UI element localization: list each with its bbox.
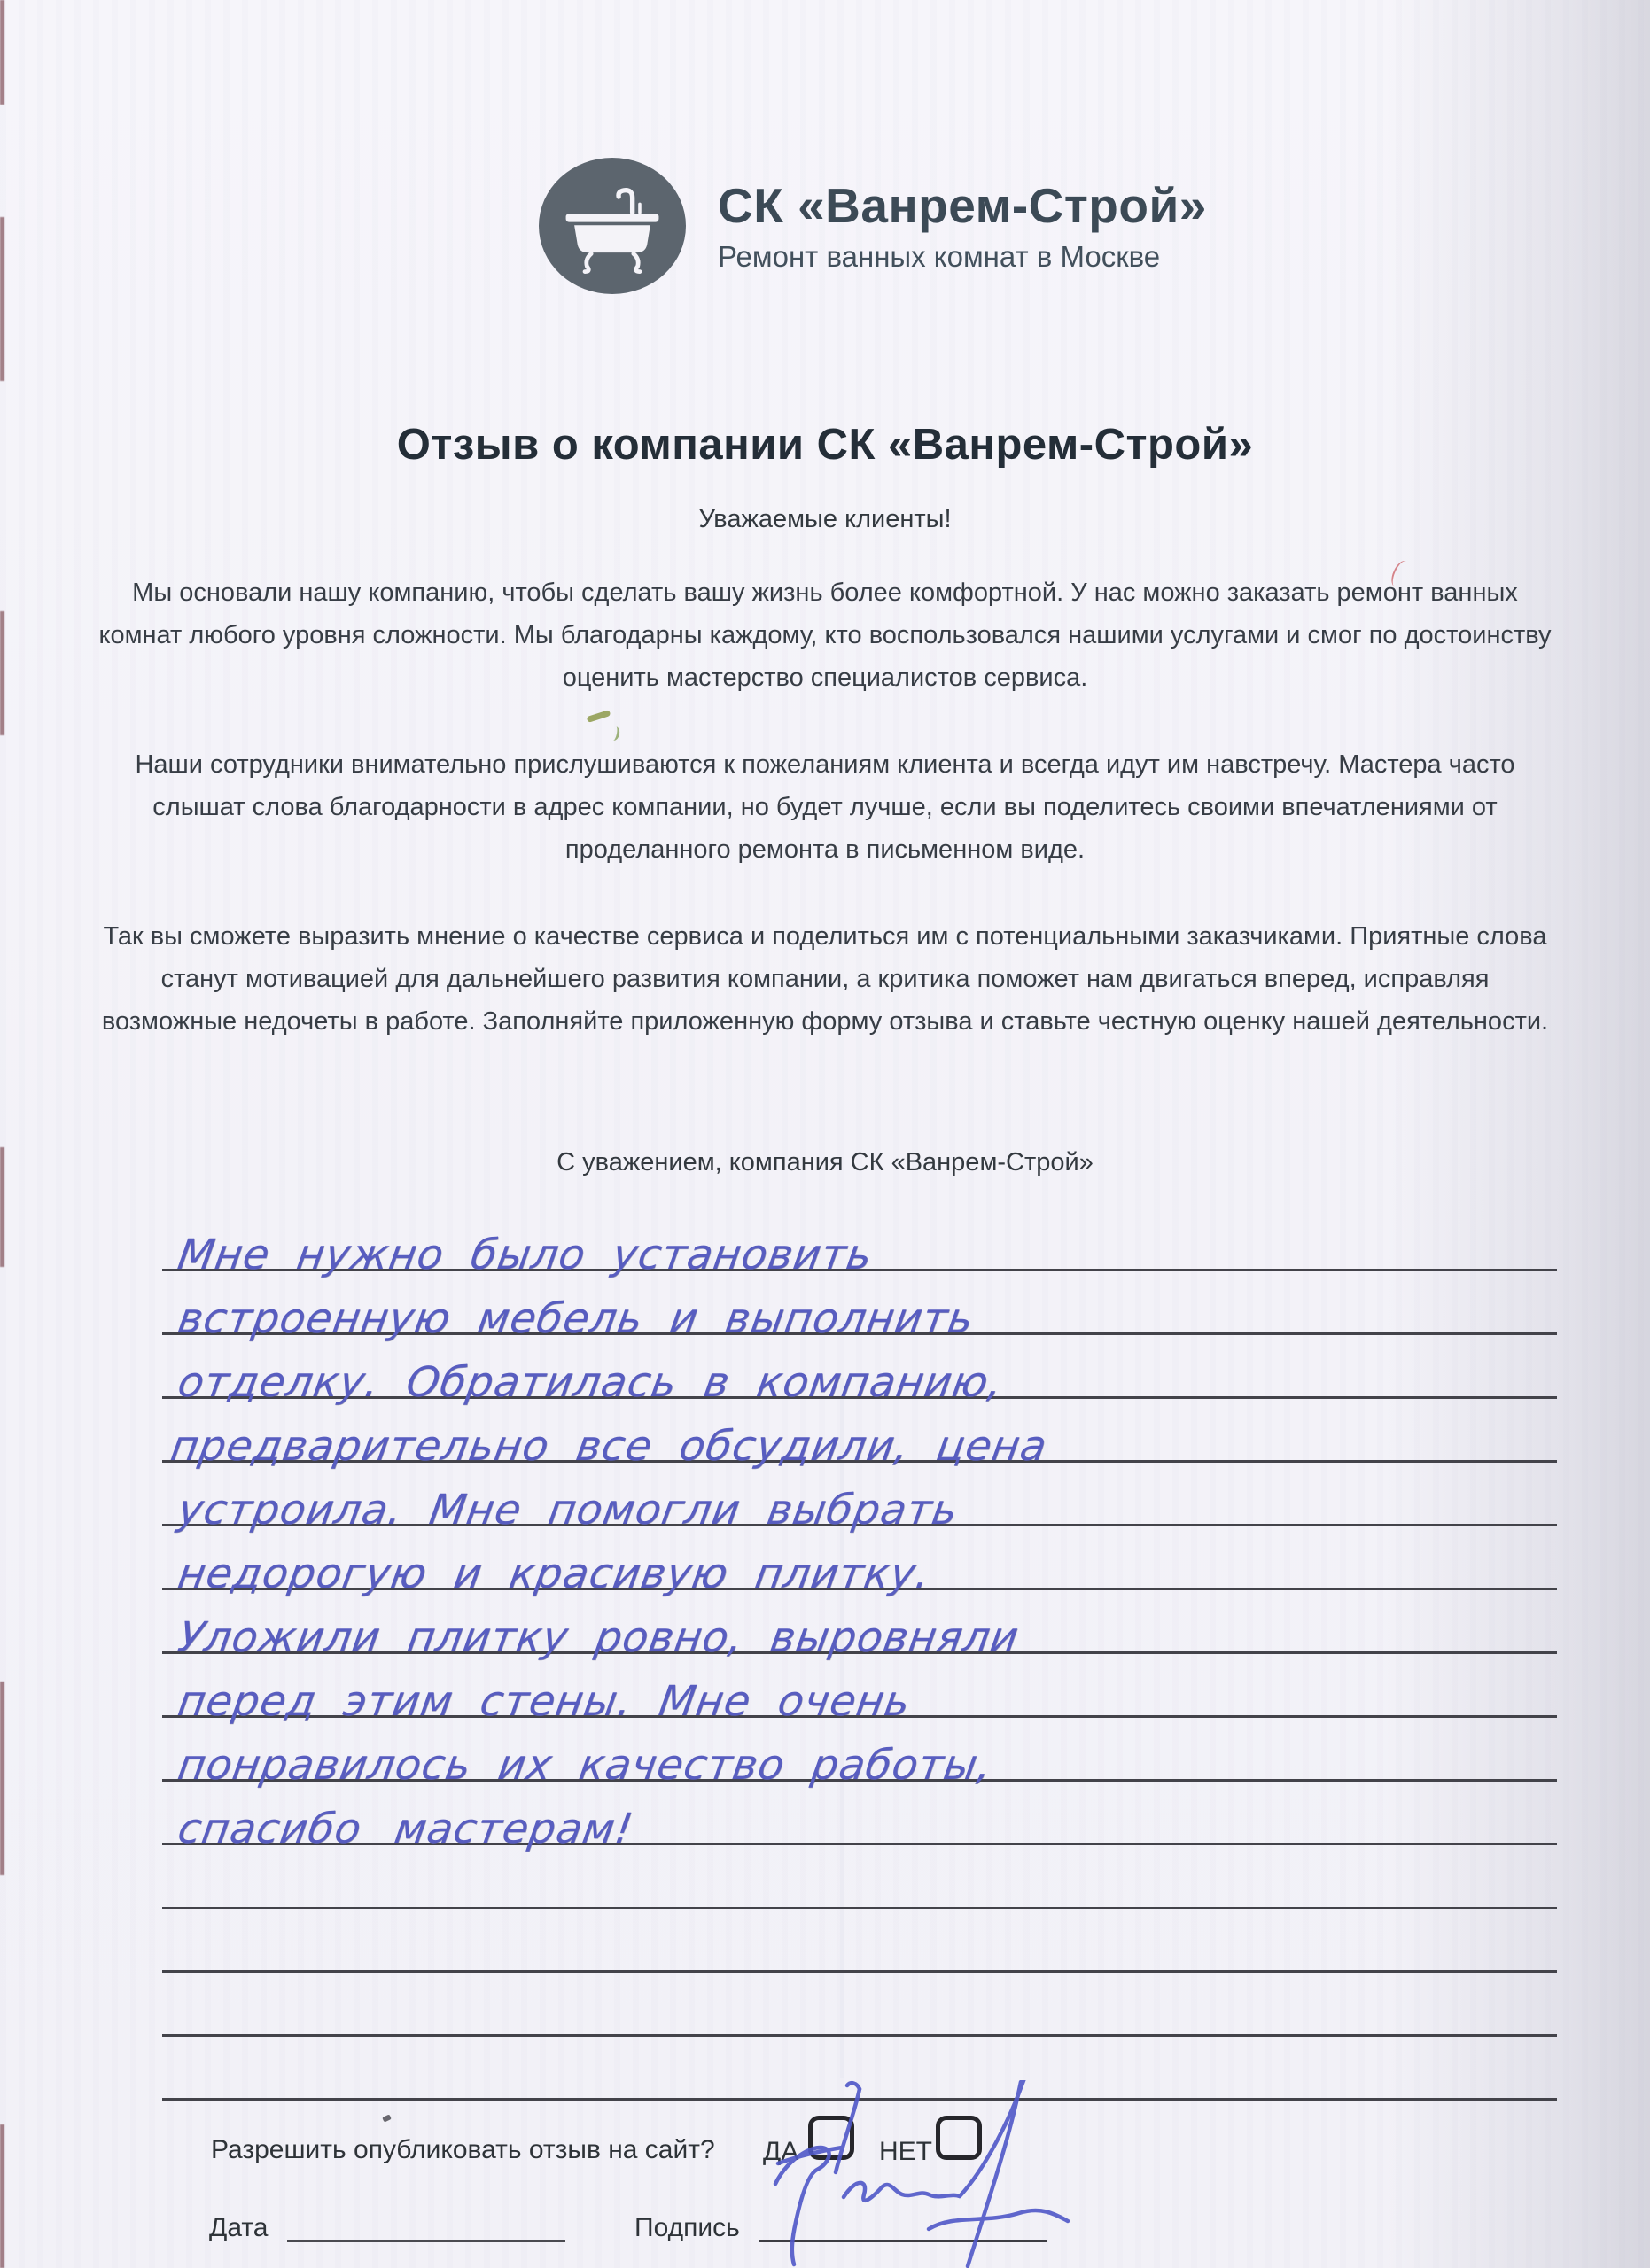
scan-artifact: [0, 0, 4, 105]
handwritten-text: понравилось их качество работы,: [175, 1741, 996, 1790]
handwritten-text: перед этим стены. Мне очень: [175, 1677, 915, 1726]
review-line[interactable]: [162, 1526, 1557, 1598]
publish-consent-question: Разрешить опубликовать отзыв на сайт?: [211, 2135, 715, 2164]
signature-label: Подпись: [634, 2213, 740, 2242]
review-line[interactable]: [162, 1463, 1557, 1534]
company-logo: [539, 158, 1207, 294]
intro-paragraph-1: Мы основали нашу компанию, чтобы сделать вашу жизнь более комфортной. У нас можно заказать ремонт ванных комнат любого уровня сложности. Мы благодарны каждому, кто воспользовался нашими услугами и смог по достоинству оценить мастерство специалистов сервиса.: [98, 579, 1552, 692]
review-line-empty[interactable]: [162, 2037, 1557, 2101]
handwritten-text: недорогую и красивую плитку.: [175, 1550, 934, 1598]
handwritten-text: встроенную мебель и выполнить: [175, 1294, 978, 1343]
intro-paragraph-3: Так вы сможете выразить мнение о качестве сервиса и поделиться им с потенциальными заказчиками. Приятные слова станут мотивацией для дальнейшего развития компании, а критика поможет нам двигаться вперед, исправляя возможные недочеты в работе. Заполняйте приложенную форму отзыва и ставьте честную оценку нашей деятельности.: [101, 922, 1549, 1036]
review-line[interactable]: [162, 1399, 1557, 1471]
review-line[interactable]: [162, 1208, 1557, 1279]
logo-circle: [539, 158, 686, 294]
company-tagline: Ремонт ванных комнат в Москве: [718, 240, 1161, 273]
review-line-empty[interactable]: [162, 1845, 1557, 1909]
document-title: Отзыв о компании СК «Ванрем-Строй»: [396, 421, 1254, 469]
review-line-empty[interactable]: [162, 1973, 1557, 2037]
handwritten-text: предварительно все обсудили, цена: [167, 1422, 1051, 1471]
review-line[interactable]: [162, 1271, 1557, 1343]
handwritten-text: спасибо мастерам!: [175, 1805, 637, 1853]
review-writing-area[interactable]: [162, 1208, 1557, 2101]
scan-artifact: [0, 2124, 4, 2268]
review-line-empty[interactable]: [162, 1909, 1557, 1973]
review-line[interactable]: [162, 1718, 1557, 1790]
date-label: Дата: [209, 2213, 269, 2242]
stray-pen-mark: [587, 710, 611, 723]
review-line[interactable]: [162, 1335, 1557, 1407]
company-name: СК «Ванрем-Строй»: [718, 178, 1207, 233]
intro-paragraph-2: Наши сотрудники внимательно прислушиваются к пожеланиям клиента и всегда идут им навстречу. Мастера часто слышат слова благодарности в адрес компании, но будет лучше, если вы поделитесь своими впечатлениями от проделанного ремонта в письменном виде.: [135, 750, 1515, 864]
stray-pen-mark: [382, 2114, 392, 2122]
bathtub-icon: [559, 175, 665, 278]
scan-artifact: [0, 1147, 4, 1267]
stray-pen-mark: [608, 726, 620, 742]
no-checkbox[interactable]: [936, 2116, 982, 2160]
greeting: Уважаемые клиенты!: [698, 505, 952, 533]
closing-line: С уважением, компания СК «Ванрем-Строй»: [556, 1148, 1094, 1177]
yes-label: ДА: [763, 2137, 799, 2166]
no-label: НЕТ: [879, 2137, 932, 2166]
handwritten-text: отделку. Обратилась в компанию,: [175, 1358, 1007, 1407]
review-line[interactable]: [162, 1590, 1557, 1662]
yes-checkbox[interactable]: [808, 2116, 854, 2160]
scan-artifact: [0, 611, 4, 735]
signature-field[interactable]: [759, 2240, 1047, 2242]
handwritten-text: Уложили плитку ровно, выровняли: [175, 1613, 1023, 1662]
review-line[interactable]: [162, 1654, 1557, 1726]
scan-artifact: [0, 1682, 4, 1875]
date-field[interactable]: [287, 2240, 565, 2242]
handwritten-text: устроила. Мне помогли выбрать: [175, 1486, 962, 1534]
review-line[interactable]: [162, 1782, 1557, 1853]
handwritten-text: Мне нужно было установить: [175, 1231, 876, 1279]
scan-artifact: [0, 217, 4, 381]
